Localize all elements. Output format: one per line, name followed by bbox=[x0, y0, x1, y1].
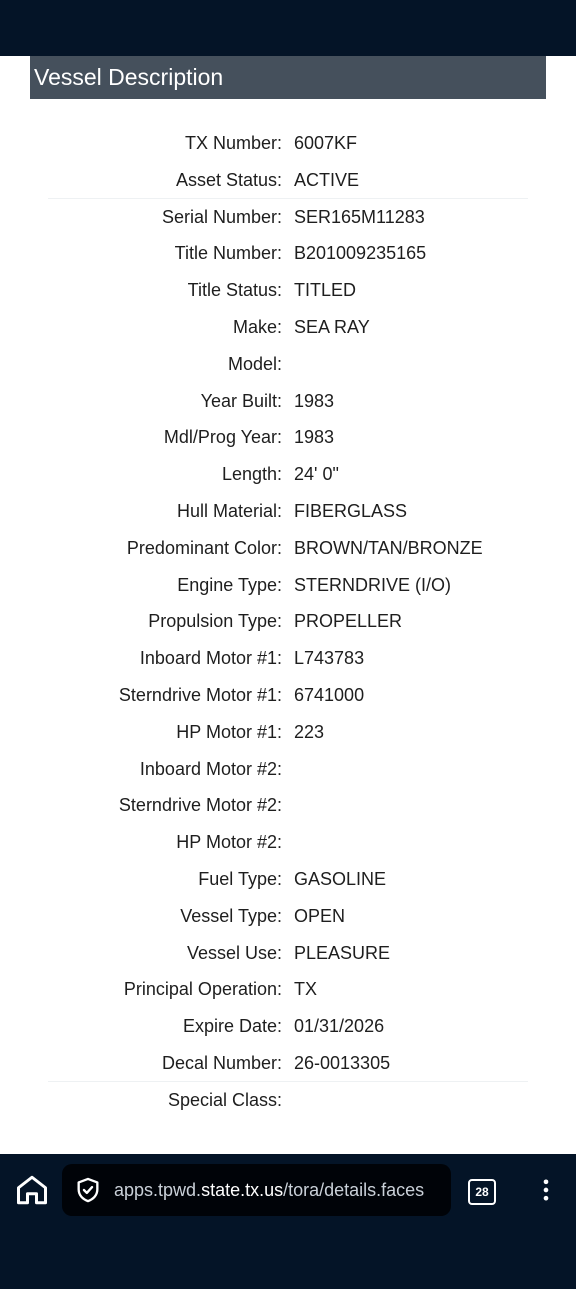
field-label: Special Class: bbox=[167, 1089, 282, 1110]
detail-row bbox=[0, 493, 576, 530]
status-bar bbox=[0, 0, 576, 56]
field-value: FIBERGLASS bbox=[294, 500, 408, 521]
detail-row bbox=[0, 456, 576, 493]
field-value: 1983 bbox=[294, 390, 335, 411]
section-header bbox=[30, 56, 546, 99]
field-label: HP Motor #1: bbox=[176, 721, 282, 742]
vessel-details-list bbox=[0, 125, 576, 1119]
field-label: Propulsion Type: bbox=[148, 611, 282, 632]
field-label: Fuel Type: bbox=[198, 868, 282, 889]
field-label: Expire Date: bbox=[182, 1016, 282, 1037]
detail-row bbox=[0, 383, 576, 420]
detail-row bbox=[0, 1082, 576, 1119]
field-label: Model: bbox=[227, 353, 282, 374]
detail-row bbox=[0, 1045, 576, 1082]
detail-row bbox=[0, 199, 576, 236]
field-value: 24' 0" bbox=[294, 464, 339, 485]
field-label: Sterndrive Motor #2: bbox=[118, 795, 282, 816]
detail-row bbox=[0, 898, 576, 935]
field-value: ACTIVE bbox=[294, 169, 360, 190]
detail-row bbox=[0, 419, 576, 456]
field-label: Predominant Color: bbox=[126, 537, 282, 558]
field-value: GASOLINE bbox=[294, 868, 387, 889]
field-label: Inboard Motor #2: bbox=[139, 758, 282, 779]
browser-toolbar bbox=[0, 1154, 576, 1289]
field-value: 223 bbox=[294, 721, 325, 742]
field-value: 6741000 bbox=[294, 684, 365, 705]
field-label: Engine Type: bbox=[177, 574, 282, 595]
field-label: Serial Number: bbox=[161, 206, 282, 227]
detail-row bbox=[0, 272, 576, 309]
field-value: STERNDRIVE (I/O) bbox=[294, 574, 452, 595]
field-label: Title Number: bbox=[174, 243, 282, 264]
detail-row bbox=[0, 640, 576, 677]
more-menu-button[interactable] bbox=[532, 1176, 560, 1204]
field-label: Principal Operation: bbox=[123, 979, 282, 1000]
field-label: HP Motor #2: bbox=[176, 832, 282, 853]
tab-count: 28 bbox=[475, 1185, 489, 1199]
field-label: Decal Number: bbox=[161, 1052, 282, 1073]
field-label: Asset Status: bbox=[175, 169, 282, 190]
field-value: PROPELLER bbox=[294, 611, 403, 632]
field-label: Sterndrive Motor #1: bbox=[118, 684, 282, 705]
detail-row bbox=[0, 309, 576, 346]
field-value: OPEN bbox=[294, 905, 346, 926]
field-value: B201009235165 bbox=[294, 243, 427, 264]
field-value: TX bbox=[294, 979, 318, 1000]
detail-row bbox=[0, 751, 576, 788]
field-label: Inboard Motor #1: bbox=[139, 648, 282, 669]
tab-switcher-button[interactable] bbox=[468, 1179, 496, 1205]
field-value: SER165M11283 bbox=[294, 206, 425, 227]
detail-row bbox=[0, 530, 576, 567]
field-value: SEA RAY bbox=[294, 316, 370, 337]
field-value: BROWN/TAN/BRONZE bbox=[294, 537, 483, 558]
detail-row bbox=[0, 971, 576, 1008]
detail-row bbox=[0, 235, 576, 272]
field-label: Title Status: bbox=[187, 280, 282, 301]
detail-row bbox=[0, 1008, 576, 1045]
field-label: Length: bbox=[221, 464, 282, 485]
url-path: /tora/details.faces bbox=[283, 1180, 425, 1200]
address-bar[interactable] bbox=[62, 1164, 451, 1216]
detail-row bbox=[0, 714, 576, 751]
url-text[interactable] bbox=[114, 1164, 424, 1216]
shield-check-icon[interactable] bbox=[74, 1176, 102, 1204]
detail-row bbox=[0, 677, 576, 714]
home-icon bbox=[14, 1172, 50, 1208]
detail-row bbox=[0, 787, 576, 824]
field-value: 26-0013305 bbox=[294, 1052, 391, 1073]
field-value: L743783 bbox=[294, 648, 365, 669]
field-value: 01/31/2026 bbox=[294, 1016, 385, 1037]
detail-row bbox=[0, 567, 576, 604]
field-value: 1983 bbox=[294, 427, 335, 448]
field-label: Vessel Use: bbox=[186, 942, 282, 963]
detail-row bbox=[0, 935, 576, 972]
field-label: Vessel Type: bbox=[180, 905, 282, 926]
field-label: Make: bbox=[232, 316, 282, 337]
detail-row bbox=[0, 162, 576, 199]
field-label: TX Number: bbox=[184, 133, 282, 153]
detail-row bbox=[0, 824, 576, 861]
detail-row bbox=[0, 125, 576, 162]
url-domain-bold: state.tx.us bbox=[201, 1180, 284, 1200]
home-button[interactable] bbox=[14, 1172, 50, 1208]
field-value: TITLED bbox=[294, 280, 357, 301]
detail-row bbox=[0, 861, 576, 898]
field-value: PLEASURE bbox=[294, 942, 391, 963]
url-domain: apps.tpwd. bbox=[114, 1180, 202, 1200]
field-label: Mdl/Prog Year: bbox=[163, 427, 282, 448]
section-title: Vessel Description bbox=[34, 64, 224, 90]
field-label: Hull Material: bbox=[176, 500, 282, 521]
more-vertical-icon bbox=[532, 1176, 560, 1204]
detail-row bbox=[0, 346, 576, 383]
field-value: 6007KF bbox=[294, 133, 358, 153]
field-label: Year Built: bbox=[200, 390, 282, 411]
detail-row bbox=[0, 603, 576, 640]
